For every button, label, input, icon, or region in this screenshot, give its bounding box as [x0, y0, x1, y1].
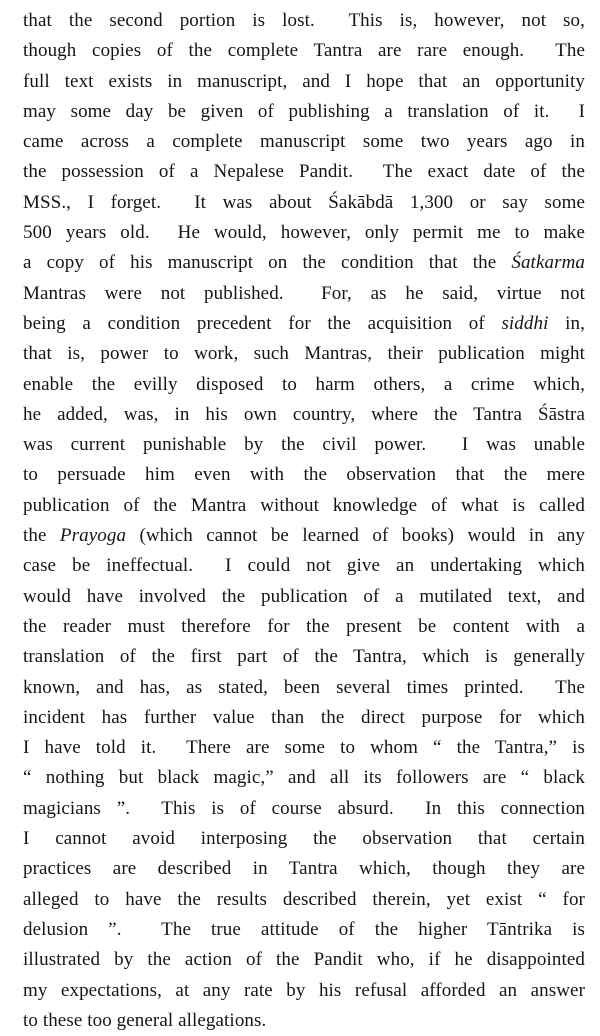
text-line	[23, 551, 585, 581]
text-segment: may some day be given of publishing a translation of it. I	[23, 100, 585, 122]
text-line	[23, 733, 585, 763]
text-segment: a copy of his manuscript on the condition that the	[23, 252, 512, 274]
text-segment: would have involved the publication of a mutilated text, and	[23, 585, 585, 607]
text-line	[23, 885, 585, 915]
text-line	[23, 460, 585, 490]
text-line	[23, 794, 585, 824]
text-segment: “ nothing but black magic,” and all its followers are “ black	[23, 767, 585, 789]
text-line	[23, 642, 585, 672]
text-line	[23, 309, 585, 339]
italic-term: Prayoga	[59, 525, 127, 547]
text-segment: delusion ”. The true attitude of the higher Tāntrika is	[23, 918, 585, 940]
text-line	[23, 157, 585, 187]
italic-term: siddhi	[501, 312, 549, 334]
text-line	[23, 67, 585, 97]
text-segment: was current punishable by the civil power. I was unable	[23, 434, 585, 456]
text-segment: Mantras were not published. For, as he said, virtue not	[23, 282, 585, 304]
book-page-text	[23, 6, 585, 1036]
text-segment: incident has further value than the direct purpose for which	[23, 706, 585, 728]
text-segment: known, and has, as stated, been several times printed. The	[23, 676, 585, 698]
text-line	[23, 370, 585, 400]
text-line	[23, 218, 585, 248]
text-line	[23, 915, 585, 945]
text-segment: enable the evilly disposed to harm others, a crime which,	[23, 373, 585, 395]
text-line	[23, 400, 585, 430]
text-segment: in,	[548, 312, 585, 334]
text-line	[23, 188, 585, 218]
text-line	[23, 612, 585, 642]
text-segment: being a condition precedent for the acquisition of	[23, 312, 502, 334]
text-segment: the possession of a Nepalese Pandit. The exact date of the	[23, 161, 585, 183]
text-segment: (which cannot be learned of books) would in any	[126, 525, 585, 547]
text-line	[23, 824, 585, 854]
text-segment: I have told it. There are some to whom “ the Tantra,” is	[23, 737, 585, 759]
text-segment: 500 years old. He would, however, only permit me to make	[23, 222, 585, 244]
text-line	[23, 1006, 585, 1036]
text-line	[23, 763, 585, 793]
text-line	[23, 976, 585, 1006]
text-line	[23, 854, 585, 884]
text-segment: case be ineffectual. I could not give an undertaking which	[23, 555, 585, 577]
text-segment: practices are described in Tantra which, though they are	[23, 858, 585, 880]
text-segment: I cannot avoid interposing the observation that certain	[23, 828, 585, 850]
text-line	[23, 36, 585, 66]
text-segment: the reader must therefore for the present be content with a	[23, 615, 585, 637]
text-line	[23, 491, 585, 521]
text-line	[23, 248, 585, 278]
text-line	[23, 673, 585, 703]
text-line	[23, 339, 585, 369]
text-line	[23, 279, 585, 309]
text-line	[23, 6, 585, 36]
text-segment: to persuade him even with the observation that the mere	[23, 464, 585, 486]
italic-term: Śatkarma	[511, 252, 585, 274]
text-segment: translation of the first part of the Tantra, which is generally	[23, 646, 585, 668]
text-line	[23, 97, 585, 127]
text-segment: that the second portion is lost. This is, however, not so,	[23, 10, 585, 31]
text-segment: that is, power to work, such Mantras, their publication might	[23, 343, 585, 365]
text-segment: publication of the Mantra without knowledge of what is called	[23, 494, 585, 516]
text-line	[23, 703, 585, 733]
text-segment: came across a complete manuscript some two years ago in	[23, 131, 585, 153]
text-segment: MSS., I forget. It was about Śakābdā 1,300 or say some	[23, 191, 585, 213]
text-segment: though copies of the complete Tantra are rare enough. The	[23, 40, 585, 62]
text-segment: alleged to have the results described therein, yet exist “ for	[23, 888, 585, 910]
text-segment: to these too general allegations.	[23, 1009, 267, 1031]
text-segment: my expectations, at any rate by his refusal afforded an answer	[23, 979, 585, 1001]
text-line	[23, 127, 585, 157]
text-segment: magicians ”. This is of course absurd. In this connection	[23, 797, 585, 819]
text-line	[23, 521, 585, 551]
text-segment: he added, was, in his own country, where the Tantra Śāstra	[23, 403, 585, 425]
text-segment: full text exists in manuscript, and I hope that an opportunity	[23, 70, 585, 92]
text-line	[23, 945, 585, 975]
text-segment: the	[23, 525, 60, 547]
text-segment: illustrated by the action of the Pandit who, if he disappointed	[23, 949, 585, 971]
text-line	[23, 430, 585, 460]
text-line	[23, 582, 585, 612]
